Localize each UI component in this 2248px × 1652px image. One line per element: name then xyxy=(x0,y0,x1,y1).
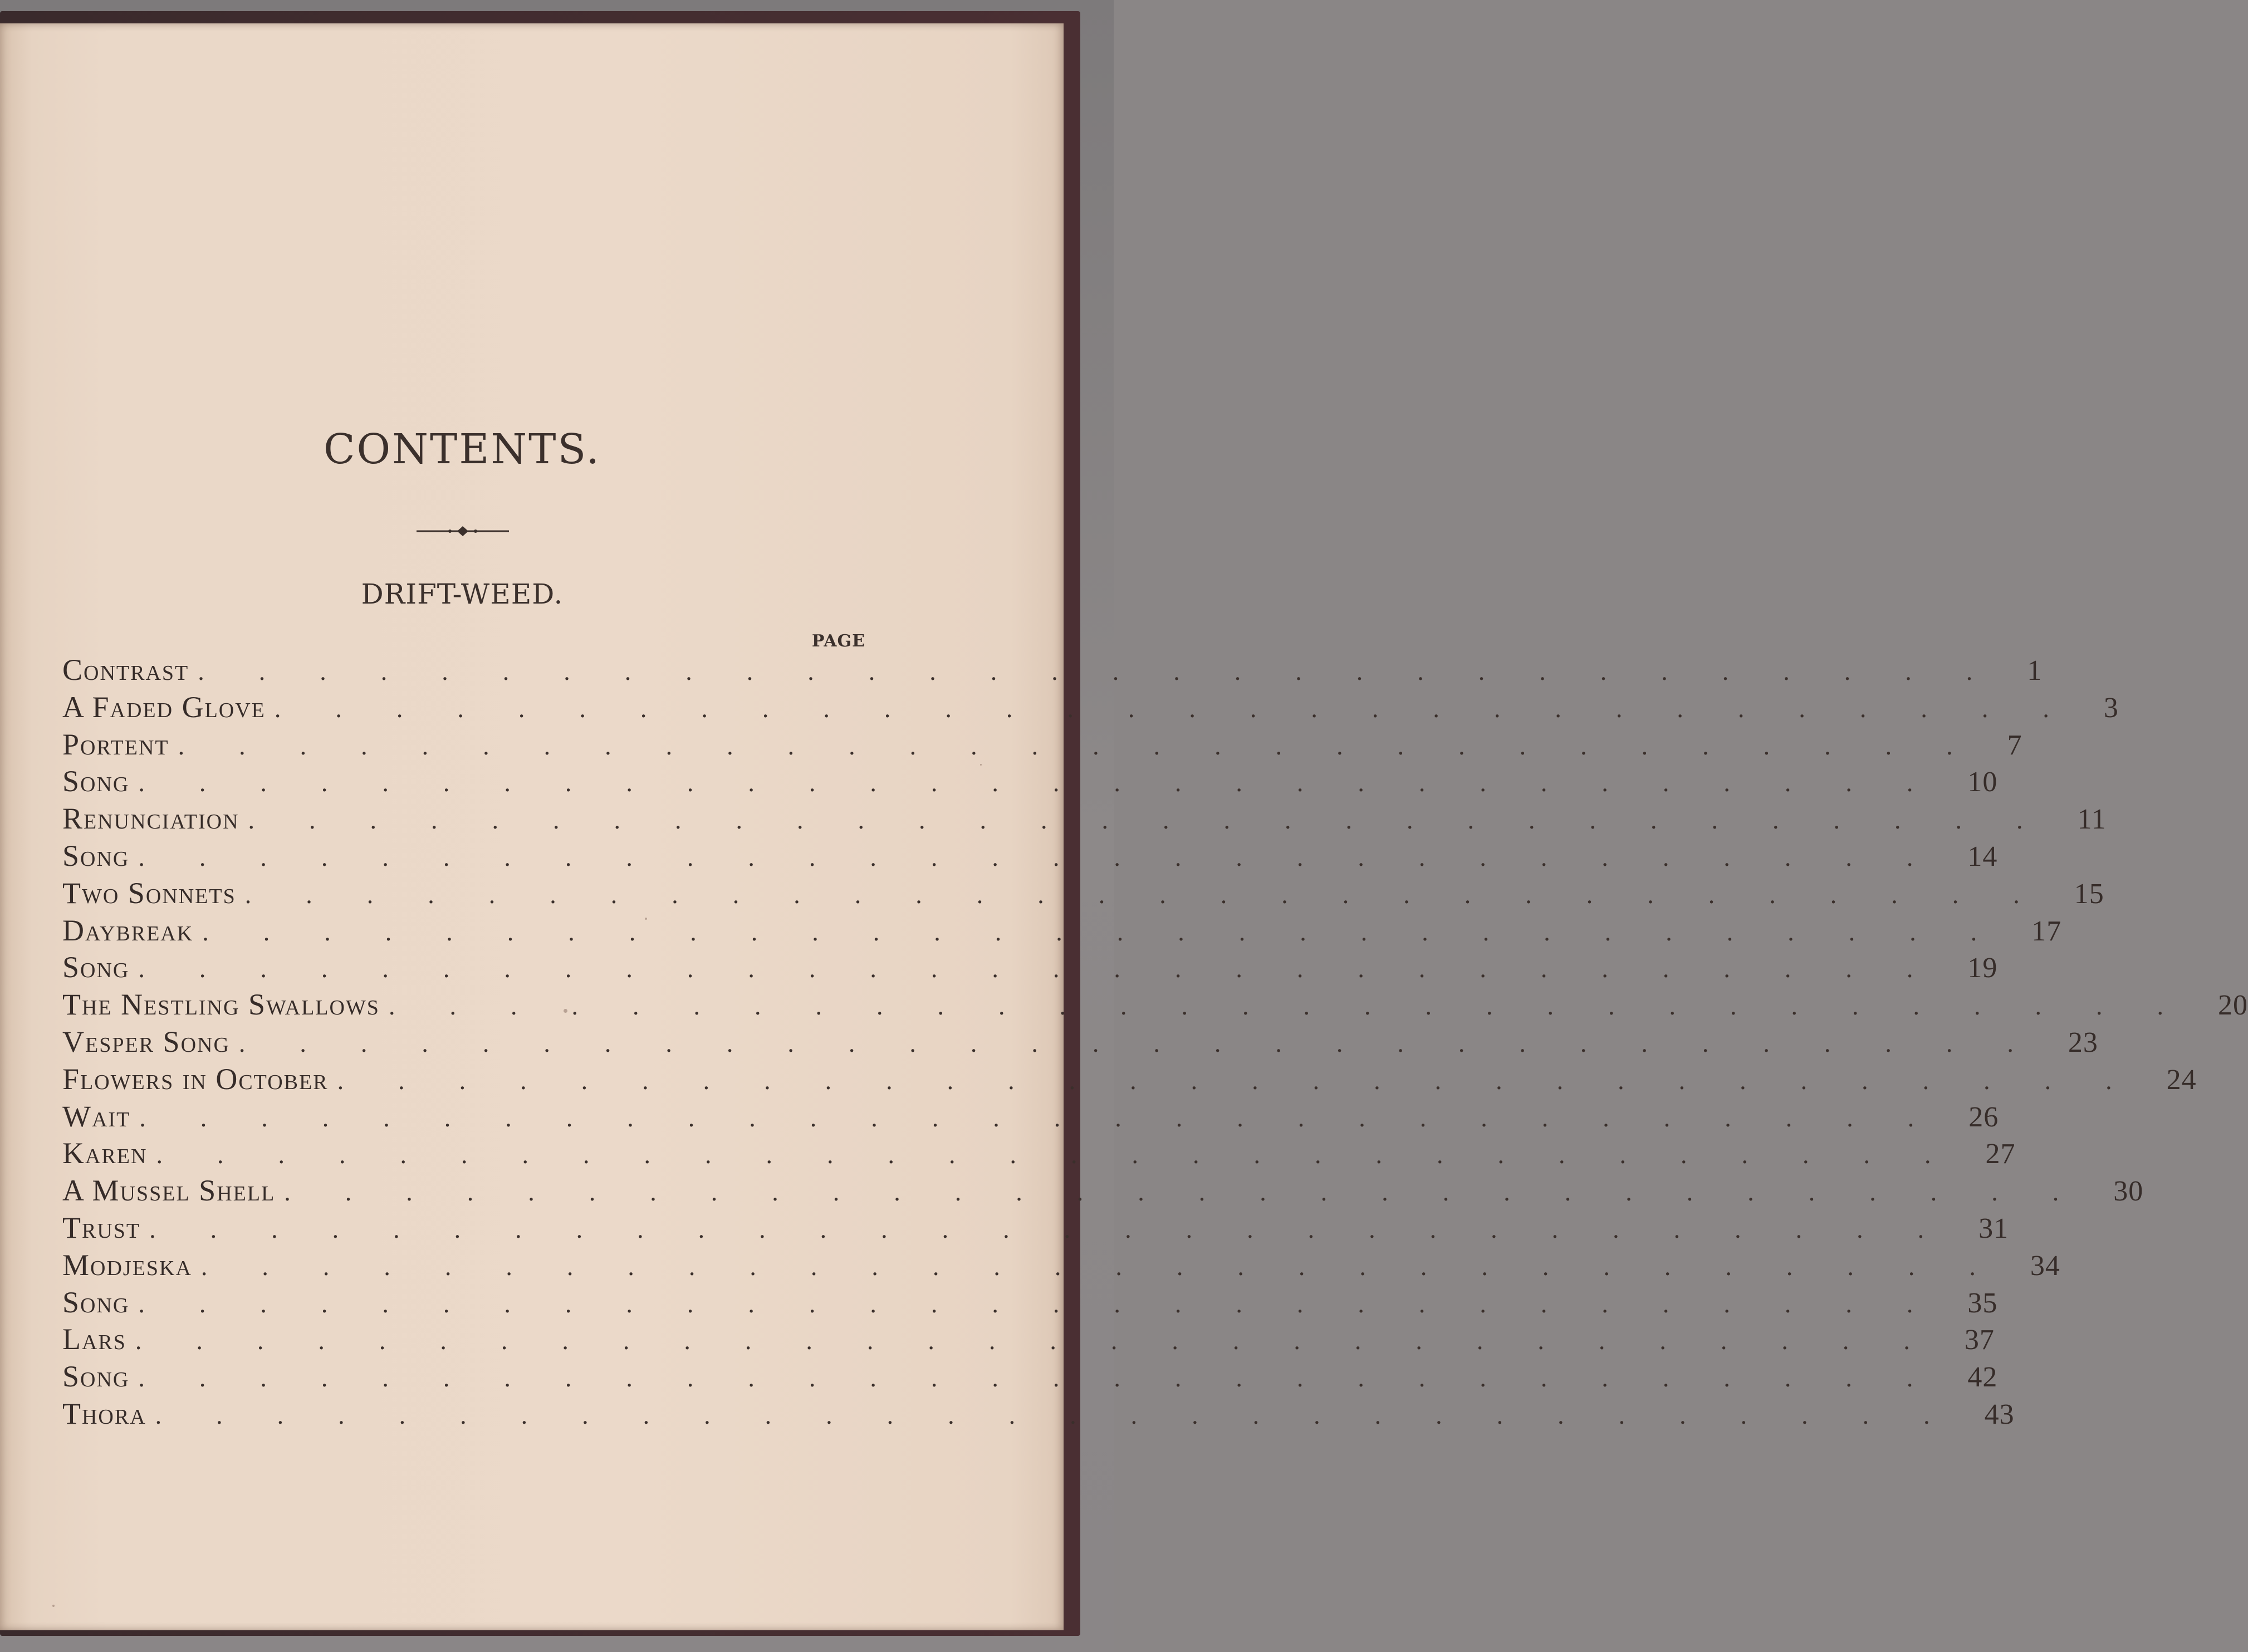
toc-entry-page: 15 xyxy=(2074,878,2104,910)
toc-entry xyxy=(62,801,2107,839)
toc-entry xyxy=(62,876,2104,913)
toc-entry xyxy=(62,1322,1995,1359)
toc-entry-page: 42 xyxy=(1967,1361,1998,1394)
page-title: CONTENTS. xyxy=(323,425,601,473)
paper-speck xyxy=(980,764,982,766)
toc-entry-page: 10 xyxy=(1967,766,1998,798)
section-heading: DRIFT-WEED. xyxy=(361,578,564,610)
toc-entry xyxy=(62,1024,2098,1062)
toc-entry xyxy=(62,1173,2144,1210)
toc-leader-dots: .............................. xyxy=(337,1066,2167,1095)
toc-entry-page: 1 xyxy=(2027,655,2043,687)
toc-entry-title: Song xyxy=(62,839,130,872)
toc-entry-page: 31 xyxy=(1978,1212,2009,1244)
toc-entry xyxy=(62,727,2022,764)
toc-leader-dots: .............................. xyxy=(178,731,2007,760)
toc-leader-dots: .............................. xyxy=(156,1140,1986,1169)
toc-entry xyxy=(62,839,1998,876)
toc-entry-page: 35 xyxy=(1967,1287,1998,1319)
toc-entry-page: 23 xyxy=(2068,1026,2098,1058)
paper-speck xyxy=(645,918,647,920)
paper-speck xyxy=(52,1605,55,1607)
toc-leader-dots: .............................. xyxy=(388,992,2218,1021)
toc-entry xyxy=(62,653,2043,690)
toc-entry xyxy=(62,987,2248,1024)
toc-entry-title: Song xyxy=(62,1360,130,1394)
toc-entry-page: 26 xyxy=(1968,1101,1999,1133)
toc-entry xyxy=(62,1396,2015,1434)
toc-leader-dots: .............................. xyxy=(200,1252,2030,1281)
rule-with-diamond-icon xyxy=(417,524,509,538)
toc-entry-title: The Nestling Swallows xyxy=(62,988,380,1022)
toc-entry-title: Trust xyxy=(62,1210,141,1244)
toc-entry-page: 19 xyxy=(1967,952,1998,984)
toc-entry-title: Vesper Song xyxy=(62,1024,230,1058)
toc-leader-dots: .............................. xyxy=(138,842,1968,871)
toc-entry xyxy=(62,1248,2060,1285)
toc-entry-title: Portent xyxy=(62,727,169,761)
toc-leader-dots: .............................. xyxy=(202,917,2032,946)
paper-speck xyxy=(564,1009,567,1013)
toc-leader-dots: .............................. xyxy=(284,1178,2114,1207)
toc-entry-page: 17 xyxy=(2031,915,2062,947)
toc-entry xyxy=(62,1359,1998,1396)
toc-leader-dots: .............................. xyxy=(135,1326,1965,1355)
toc-entry-title: Wait xyxy=(62,1099,131,1133)
toc-entry-page: 24 xyxy=(2166,1063,2197,1096)
toc-entry-title: Thora xyxy=(62,1396,146,1430)
toc-entry xyxy=(62,764,1998,801)
toc-leader-dots: .............................. xyxy=(149,1214,1979,1243)
toc-entry-page: 34 xyxy=(2030,1249,2060,1282)
toc-leader-dots: .............................. xyxy=(138,954,1968,983)
toc-entry-page: 43 xyxy=(1984,1398,2015,1430)
toc-entry-page: 7 xyxy=(2007,729,2022,761)
table-of-contents xyxy=(62,653,2248,1434)
toc-entry-title: Song xyxy=(62,1285,130,1319)
page-column-label: PAGE xyxy=(811,631,865,651)
toc-entry-title: A Mussel Shell xyxy=(62,1174,276,1208)
toc-entry-page: 11 xyxy=(2077,803,2107,836)
toc-leader-dots: .............................. xyxy=(138,1289,1968,1318)
toc-entry-title: Daybreak xyxy=(62,913,194,947)
toc-entry xyxy=(62,1099,1999,1136)
toc-leader-dots: .............................. xyxy=(198,657,2027,685)
toc-entry-title: Song xyxy=(62,764,130,798)
toc-leader-dots: .............................. xyxy=(138,768,1968,797)
toc-leader-dots: .............................. xyxy=(138,1364,1968,1393)
toc-entry-page: 14 xyxy=(1967,840,1998,872)
toc-entry-title: Flowers in October xyxy=(62,1062,329,1096)
toc-leader-dots: .............................. xyxy=(248,806,2078,835)
toc-entry xyxy=(62,950,1998,987)
toc-leader-dots: .............................. xyxy=(238,1028,2068,1057)
toc-entry xyxy=(62,1062,2197,1099)
toc-entry-title: Two Sonnets xyxy=(62,876,236,910)
toc-entry-page: 27 xyxy=(1985,1138,2016,1170)
toc-entry-page: 37 xyxy=(1964,1324,1995,1356)
toc-entry-title: Modjeska xyxy=(62,1248,192,1282)
toc-entry xyxy=(62,913,2062,950)
toc-entry-title: A Faded Glove xyxy=(62,690,266,724)
toc-entry-page: 30 xyxy=(2113,1175,2144,1208)
toc-entry xyxy=(62,1285,1998,1322)
toc-leader-dots: .............................. xyxy=(155,1400,1985,1429)
toc-entry-page: 3 xyxy=(2103,692,2119,724)
toc-entry-title: Contrast xyxy=(62,653,189,687)
toc-entry-title: Song xyxy=(62,950,130,984)
toc-entry xyxy=(62,1136,2016,1173)
toc-entry-page: 20 xyxy=(2217,989,2248,1022)
toc-entry-title: Karen xyxy=(62,1136,148,1170)
book-page xyxy=(0,23,2248,1630)
toc-entry xyxy=(62,1210,2009,1248)
toc-entry-title: Renunciation xyxy=(62,802,239,836)
toc-leader-dots: .............................. xyxy=(244,880,2074,909)
toc-entry-title: Lars xyxy=(62,1322,126,1356)
toc-leader-dots: .............................. xyxy=(139,1103,1969,1132)
toc-entry xyxy=(62,690,2119,727)
toc-leader-dots: .............................. xyxy=(274,694,2104,723)
